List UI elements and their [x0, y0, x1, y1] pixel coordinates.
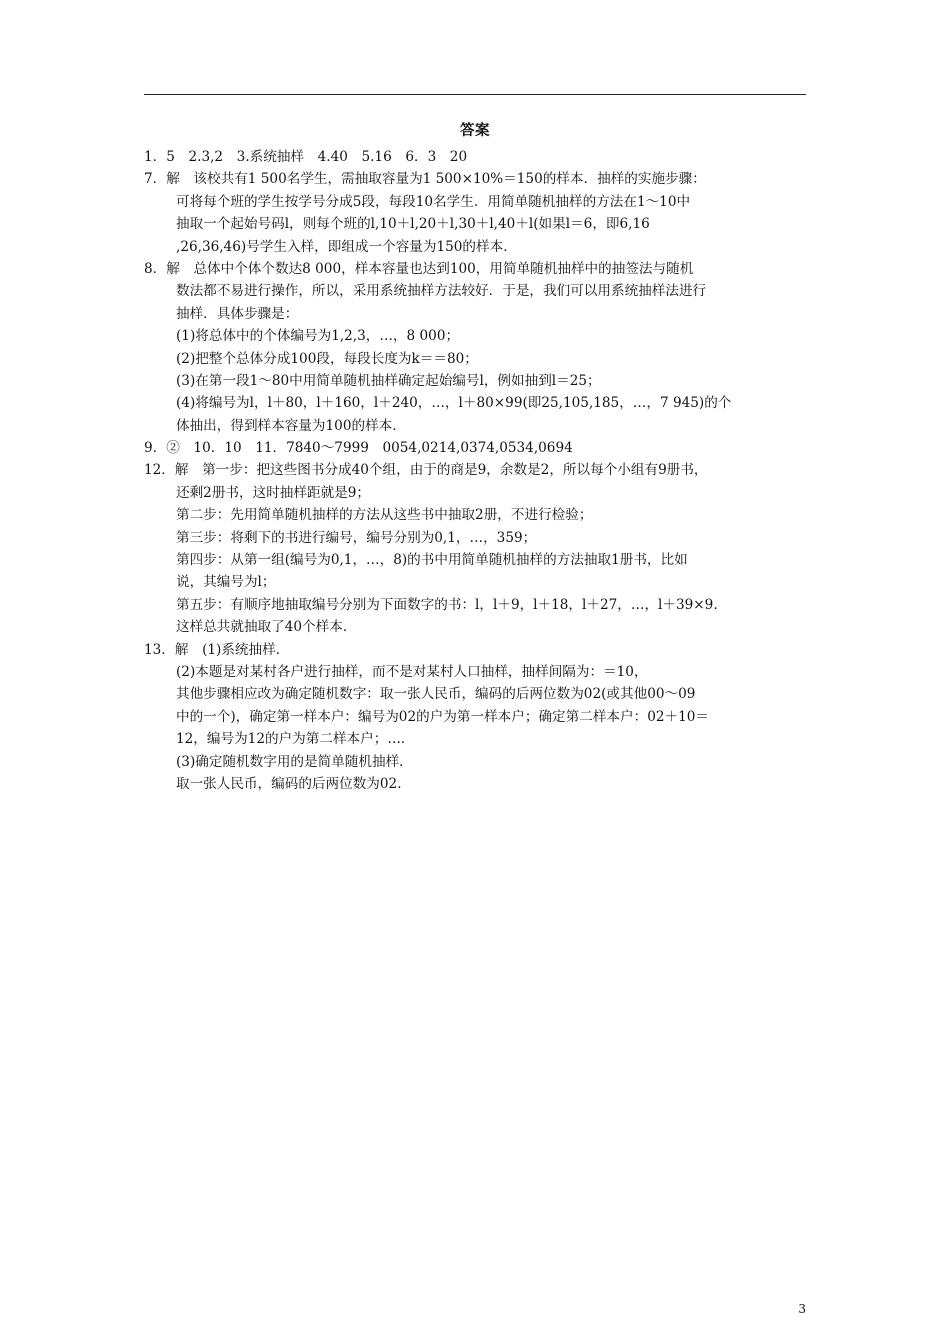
answer-line: 可将每个班的学生按学号分成5段，每段10名学生．用简单随机抽样的方法在1～10中	[176, 193, 691, 210]
answer-line: 还剩2册书，这时抽样距就是9；	[176, 484, 371, 501]
answer-line: 说，其编号为l；	[176, 574, 276, 591]
answer-line: (2)本题是对某村各户进行抽样，而不是对某村人口抽样，抽样间隔为：＝10，	[176, 663, 648, 680]
answer-line: 这样总共就抽取了40个样本．	[176, 619, 357, 636]
answer-line: 其他步骤相应改为确定随机数字：取一张人民币，编码的后两位数为02(或其他00～09	[176, 686, 696, 703]
answer-line: (3)在第一段1～80中用简单随机抽样确定起始编号l，例如抽到l＝25；	[176, 372, 601, 389]
answer-line: 7．解 该校共有1 500名学生，需抽取容量为1 500×10%＝150的样本．抽样的实施步骤：	[144, 171, 706, 188]
answer-line: (1)将总体中的个体编号为1,2,3，…，8 000；	[176, 328, 460, 345]
answer-line: 1．5 2.3,2 3.系统抽样 4.40 5.16 6．3 20	[144, 149, 468, 165]
answer-line: 12，编号为12的户为第二样本户；…．	[176, 731, 415, 748]
answer-line: 数法都不易进行操作，所以，采用系统抽样方法较好．于是，我们可以用系统抽样法进行	[176, 283, 707, 300]
answer-line: 第二步：先用简单随机抽样的方法从这些书中抽取2册，不进行检验；	[176, 507, 593, 524]
answer-line: 9．② 10．10 11．7840～7999 0054,0214,0374,0534,0694	[144, 440, 573, 457]
page-number: 3	[798, 1302, 806, 1316]
answer-line: 第四步：从第一组(编号为0,1，…，8)的书中用简单随机抽样的方法抽取1册书，比如	[176, 552, 688, 569]
answer-line: 第三步：将剩下的书进行编号，编号分别为0,1，…，359；	[176, 529, 537, 546]
answer-line: (3)确定随机数字用的是简单随机抽样．	[176, 753, 413, 770]
answer-line: (2)把整个总体分成100段，每段长度为k＝＝80；	[176, 350, 478, 367]
answer-line: ,26,36,46)号学生入样，即组成一个容量为150的样本．	[176, 238, 517, 255]
answer-line: 第五步：有顺序地抽取编号分别为下面数字的书：l，l＋9，l＋18，l＋27，…，l＋39×9.	[176, 596, 718, 613]
answer-line: 抽样．具体步骤是：	[176, 305, 299, 322]
answer-line: 8．解 总体中个体个数达8 000，样本容量也达到100，用简单随机抽样中的抽签法与随机	[144, 260, 694, 277]
answer-line: 取一张人民币，编码的后两位数为02.	[176, 775, 402, 792]
answer-body	[144, 146, 808, 795]
answer-line: 中的一个)，确定第一样本户：编号为02的户为第一样本户；确定第二样本户：02＋10＝	[176, 708, 709, 725]
answer-line: 13．解 (1)系统抽样．	[144, 641, 290, 658]
answer-line: 12．解 第一步：把这些图书分成40个组，由于的商是9，余数是2，所以每个小组有9册书，	[144, 462, 708, 479]
answer-line: 抽取一个起始号码l，则每个班的l,10＋l,20＋l,30＋l,40＋l(如果l＝6，即6,16	[176, 216, 650, 233]
header-rule	[144, 94, 806, 95]
page-title: 答案	[460, 123, 490, 139]
answer-line: (4)将编号为l，l＋80，l＋160，l＋240，…，l＋80×99(即25,105,185，…，7 945)的个	[176, 395, 732, 412]
answer-line: 体抽出，得到样本容量为100的样本．	[176, 417, 406, 434]
